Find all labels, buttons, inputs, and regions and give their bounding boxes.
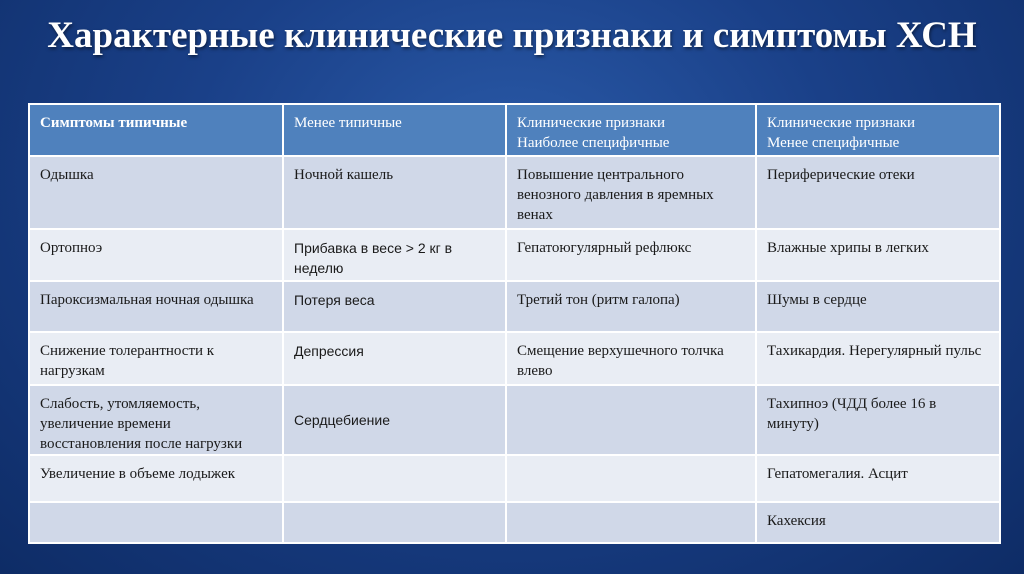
table-cell: Шумы в сердце (756, 281, 1000, 332)
symptoms-table (28, 103, 1001, 544)
table-cell (506, 502, 756, 543)
table-cell: Сердцебиение (283, 385, 506, 455)
table-row (29, 385, 1000, 455)
table-cell: Тахикардия. Нерегулярный пульс (756, 332, 1000, 385)
table-cell: Гепатомегалия. Асцит (756, 455, 1000, 502)
table-cell: Третий тон (ритм галопа) (506, 281, 756, 332)
table-cell: Ночной кашель (283, 156, 506, 229)
table-cell: Потеря веса (283, 281, 506, 332)
table-cell: Повышение центрального венозного давления в яремных венах (506, 156, 756, 229)
table-row (29, 455, 1000, 502)
header-cell: Менее типичные (283, 104, 506, 156)
table-cell: Тахипноэ (ЧДД более 16 в минуту) (756, 385, 1000, 455)
table-cell: Влажные хрипы в легких (756, 229, 1000, 281)
table-cell: Периферические отеки (756, 156, 1000, 229)
header-cell: Клинические признаки Наиболее специфичные (506, 104, 756, 156)
table-cell (29, 502, 283, 543)
table-cell: Увеличение в объеме лодыжек (29, 455, 283, 502)
table-cell: Слабость, утомляемость, увеличение времени восстановления после нагрузки (29, 385, 283, 455)
table-row (29, 229, 1000, 281)
table-cell: Ортопноэ (29, 229, 283, 281)
table-cell (506, 455, 756, 502)
header-cell: Клинические признаки Менее специфичные (756, 104, 1000, 156)
table-header-row (29, 104, 1000, 156)
table-row (29, 502, 1000, 543)
table-cell: Снижение толерантности к нагрузкам (29, 332, 283, 385)
table-cell: Прибавка в весе > 2 кг в неделю (283, 229, 506, 281)
table-cell (283, 502, 506, 543)
table-row (29, 332, 1000, 385)
table-cell: Кахексия (756, 502, 1000, 543)
slide-title: Характерные клинические признаки и симптомы ХСН (47, 15, 977, 56)
table-cell: Гепатоюгулярный рефлюкс (506, 229, 756, 281)
table-cell (506, 385, 756, 455)
table-row (29, 281, 1000, 332)
header-cell: Симптомы типичные (29, 104, 283, 156)
table-cell: Депрессия (283, 332, 506, 385)
table-cell: Смещение верхушечного толчка влево (506, 332, 756, 385)
table-cell: Пароксизмальная ночная одышка (29, 281, 283, 332)
table-cell: Одышка (29, 156, 283, 229)
table-row (29, 156, 1000, 229)
table-cell (283, 455, 506, 502)
